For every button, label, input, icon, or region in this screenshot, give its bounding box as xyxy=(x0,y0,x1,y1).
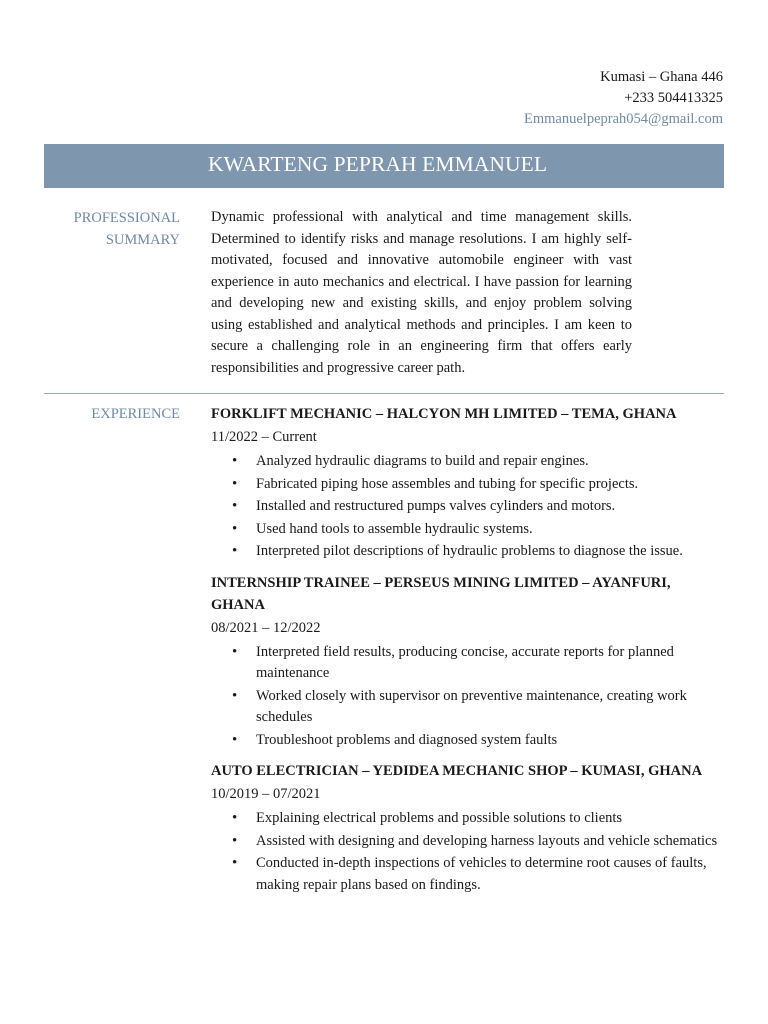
job-duties xyxy=(211,642,725,752)
job-entry xyxy=(211,403,725,563)
job-date: 11/2022 – Current xyxy=(211,429,317,445)
job-entry xyxy=(211,760,725,896)
summary-heading xyxy=(74,207,180,251)
job-entry xyxy=(211,572,725,752)
duty-item: • Worked closely with supervisor on preventive maintenance, creating work schedules xyxy=(211,686,725,729)
contact-block xyxy=(524,67,723,130)
contact-email[interactable]: Emmanuelpeprah054@gmail.com xyxy=(524,111,723,127)
duty-item: • Installed and restructured pumps valves cylinders and motors. xyxy=(211,496,725,518)
duty-item: • Explaining electrical problems and possible solutions to clients xyxy=(211,808,725,830)
job-title: FORKLIFT MECHANIC – HALCYON MH LIMITED – TEMA, GHANA xyxy=(211,406,677,422)
experience-heading: EXPERIENCE xyxy=(91,406,180,422)
duty-item: • Interpreted field results, producing concise, accurate reports for planned maintenance xyxy=(211,642,725,685)
candidate-name: KWARTENG PEPRAH EMMANUEL xyxy=(208,152,548,176)
duty-item: • Analyzed hydraulic diagrams to build and repair engines. xyxy=(211,451,725,473)
summary-text: Dynamic professional with analytical and time management skills. Determined to identify risks and manage resolutions. I am highly self-motivated, focused and innovative automobile engineer with vast experience in auto mechanics and electrical. I have passion for learning and developing new and existing skills, and enjoy problem solving using established and analytical methods and principles. I am keen to secure a challenging role in an engineering firm that offers early responsibilities and progressive career path. xyxy=(211,209,632,376)
duty-item: • Assisted with designing and developing harness layouts and vehicle schematics xyxy=(211,831,725,853)
contact-address: Kumasi – Ghana 446 xyxy=(600,69,723,85)
job-title: AUTO ELECTRICIAN – YEDIDEA MECHANIC SHOP – KUMASI, GHANA xyxy=(211,763,703,779)
section-divider xyxy=(44,393,724,394)
job-title: INTERNSHIP TRAINEE – PERSEUS MINING LIMITED – AYANFURI, GHANA xyxy=(211,574,671,613)
contact-phone: +233 504413325 xyxy=(624,90,723,106)
experience-section xyxy=(211,403,725,905)
job-date: 08/2021 – 12/2022 xyxy=(211,619,321,636)
job-duties xyxy=(211,808,725,896)
duty-item: • Fabricated piping hose assembles and tubing for specific projects. xyxy=(211,474,725,496)
duty-item: • Interpreted pilot descriptions of hydraulic problems to diagnose the issue. xyxy=(211,541,725,563)
job-date: 10/2019 – 07/2021 xyxy=(211,786,321,802)
name-banner xyxy=(44,144,724,188)
duty-item: • Conducted in-depth inspections of vehicles to determine root causes of faults, making repair plans based on findings. xyxy=(211,853,725,896)
summary-heading-line1: PROFESSIONAL xyxy=(73,210,180,226)
duty-item: • Troubleshoot problems and diagnosed system faults xyxy=(211,730,725,752)
summary-heading-line2: SUMMARY xyxy=(105,232,180,248)
job-duties xyxy=(211,451,725,563)
duty-item: • Used hand tools to assemble hydraulic systems. xyxy=(211,519,725,541)
